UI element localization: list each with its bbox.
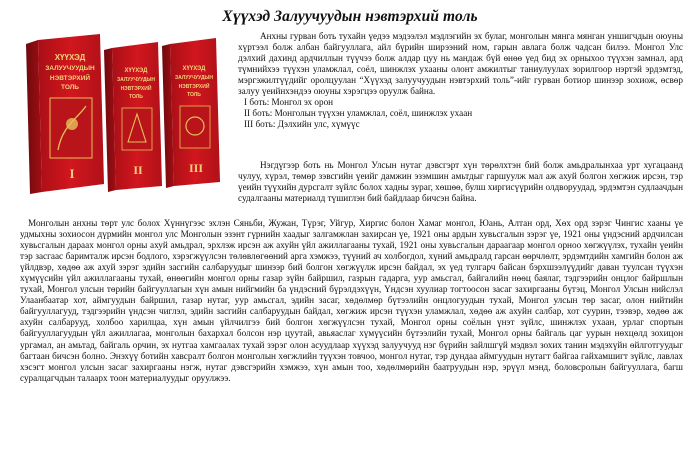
svg-text:ТОЛЬ: ТОЛЬ	[61, 84, 79, 91]
svg-text:ТОЛЬ: ТОЛЬ	[129, 94, 143, 100]
svg-text:ЗАЛУУЧУУДЫН: ЗАЛУУЧУУДЫН	[45, 65, 95, 72]
svg-text:ТОЛЬ: ТОЛЬ	[187, 92, 201, 98]
paragraph-two: Нэгдүгээр боть нь Монгол Улсын нутаг дэвсгэрт хүн төрөлхтэн бий болж амьдралынхаа урт хугацаанд чулуу, хүрэл, төмөр зэвсгийн үеийг дамжин эзэмшин амьтдыг гаршуулж мал аж ахуй болгон хөгжиж ирсэн, тэр үеийн түүхийн дурсгалт зүйлс болох хадны зураг, хөшөө, булш хиргисүүрийн олдворуудад, эрдэмтэн судлаачдын судалгааны материалд түшиглэн бий байдлаар бичсэн байна.	[238, 160, 683, 204]
svg-text:III: III	[188, 161, 204, 175]
svg-text:НЭВТЭРХИЙ: НЭВТЭРХИЙ	[49, 75, 91, 82]
book-volume-3	[162, 38, 220, 188]
volume-list-item: I боть: Монгол эх орон	[244, 97, 334, 108]
volume-one-description	[238, 160, 683, 204]
intro-paragraph: Анхны гурван боть тухайн үедээ мэдээлэл мэдлэгийн эх булаг, монголын мянга мянган уншигчдын оюуны хүртээл болж албан байгууллага, айл бүрийн ширээний ном, гарын авлага болж чадсан билээ. Монгол Улс дэлхий дахинд ардчиллын түүчээ болж алдар цуу нь мандаж бүй өнөө үед бид эх орныхоо түүхэн замнал, ард түмнийхээ түүхэн уламжлал, соёл, шинжлэх ухааны олонт амжилтыг таниулуулах зорилгоор нэртэй эрдэмтэд, мэргэжилтүүдийг оролцуулан “Хүүхэд залуучуудын нэвтэрхий толь”-ийг гурван ботиор шинээр зохиож, өсвөр залуу үеийнхэндээ оюуны хэрэгцээ оруулж байна.	[238, 31, 683, 97]
volume-list-item: II боть: Монголын түүхэн уламжлал, соёл, шинжлэх ухаан	[244, 108, 473, 119]
svg-text:ЗАЛУУЧУУДЫН: ЗАЛУУЧУУДЫН	[116, 77, 156, 83]
main-text-section	[20, 218, 683, 384]
encyclopedia-books-image	[20, 34, 230, 194]
book-volume-1	[26, 34, 104, 194]
book-volume-2	[104, 42, 162, 192]
svg-text:НЭВТЭРХИЙ: НЭВТЭРХИЙ	[120, 86, 152, 92]
intro-section	[238, 31, 683, 130]
svg-text:ХҮҮХЭД: ХҮҮХЭД	[124, 68, 148, 74]
svg-text:ХҮҮХЭД: ХҮҮХЭД	[54, 53, 86, 62]
svg-text:ЗАЛУУЧУУДЫН: ЗАЛУУЧУУДЫН	[174, 75, 214, 81]
svg-text:НЭВТЭРХИЙ: НЭВТЭРХИЙ	[178, 84, 210, 90]
paragraph-three: Монголын анхны төрт улс болох Хүннүгээс эхлэн Сяньби, Жужан, Түрэг, Уйгур, Хиргис болон Хамаг монгол, Юань, Алтан орд, Хөх орд зэрэг Чингис хааны үе удмыхны зохиосон дүрмийн монгол улс Монголын эзэнт гүрнийн хаадыг залгамжлан захирсан үе, 1921 оны ардын хувьсгалын зэрэг үе, 1921 оны үндэсний ардчилсан хувьсгалын дараах монгол орны ахуй амьдрал, эрхлэж ирсэн аж ахуйн үйл ажиллагааны тухай, 1921 оны хувьсгалын дараагаар монгол орноо хөгжүүлэх, тухайн үеийн тэр засгаас баримталж ирсэн бодлого, хэрэгжүүлсэн төлөвлөгөөний арга хэмжээ, түүний ач холбогдол, хүний амьдралд гарсан өөрчлөлт, эрдэмтдийн хамгийн болон аж үйлдвэр, хөдөө аж ахуй зэрэг эдийн засгийн салбаруудыг шинээр бий болгон хөгжүүлж ирсэн байдал, эх үед тулгарч байсан бэрхшээлүүдийг даван туулсан түүхэн хүмүүсийн үйл ажиллагааны тухай, өнөөгийн монгол орны газар зүйн байршил, газрын гадарга, уур амьсгал, байгалийн нөөц баялаг, тэдгээрийн онцлог байршлын тухай, Монгол улсын төрийн байгууллагын хүн амын нийгмийн ба үндэсний бүрэлдэхүүн, Үндсэн хуулиар тогтоосон засаг захиргааны бүтэц, Монгол Улсын нийслэл Улаанбаатар хот, аймгуудын байршил, газар нутаг, уур амьсгал, эдийн засаг, хөдөлмөр бүтээлийн онцлогуудын тухай, Монгол улсын төр засаг, олон нийтийн байгууллагууд, тэдгээрийн үндсэн чиглэл, эдийн засгийн салбаруудын байдал, хөгжиж ирсэн түүхэн уламжлал, хөдөө аж ахуйн салбар, хот суурин, тээвэр, хөдөө аж ахуйн салбарууд, холбоо харилцаа, хүн амын үйлчилгээ бий болгон хөгжүүлсэн тухай, Монгол орны соёлын үнэт зүйлс, шинжлэх ухаан, урлаг спортын байгууллагуудын үйл ажиллагаа, монголын бахархал болсон нэр цуутай, авьяаслаг хүмүүсийн бүтээлийн тухай, Монгол орны байгаль цаг уурын нөхцөлд зохицон ургамал, ан амьтад, байгаль орчин, эх нутгаа хамгаалах тухай зэрэг олон асуудлаар хүүхэд залуучууд нэг бүрийн зайлшгүй мэдвэл зохих танин мэдэхүйн өйлготгуудыг багтаан бичсэн болно. Энэхүү ботийн хавсралт болгон монголын хөгжлийн түүхэн товчоо, монгол нутаг, тэр дундаа аймгуудын нутагт байгаа гайхамшигт зүйлс, лавлах хэсэгт монгол улсын засаг захиргааны нэгж, нутаг дэвсгэрийн хэмжээ, хүн амын тоо, хөдөлмөрийн баатруудын нэр, эрүүл мэнд, боловсролын байгууллага, багш суралцагчдын талаарх тоон материалуудыг оруулжээ.	[20, 218, 683, 383]
page-title: Хүүхэд Залуучуудын нэвтэрхий толь	[222, 8, 478, 25]
svg-text:II: II	[133, 163, 143, 177]
svg-text:I: I	[69, 166, 75, 181]
volume-list-item: III боть: Дэлхийн улс, хүмүүс	[244, 119, 360, 130]
svg-text:ХҮҮХЭД: ХҮҮХЭД	[182, 66, 206, 72]
